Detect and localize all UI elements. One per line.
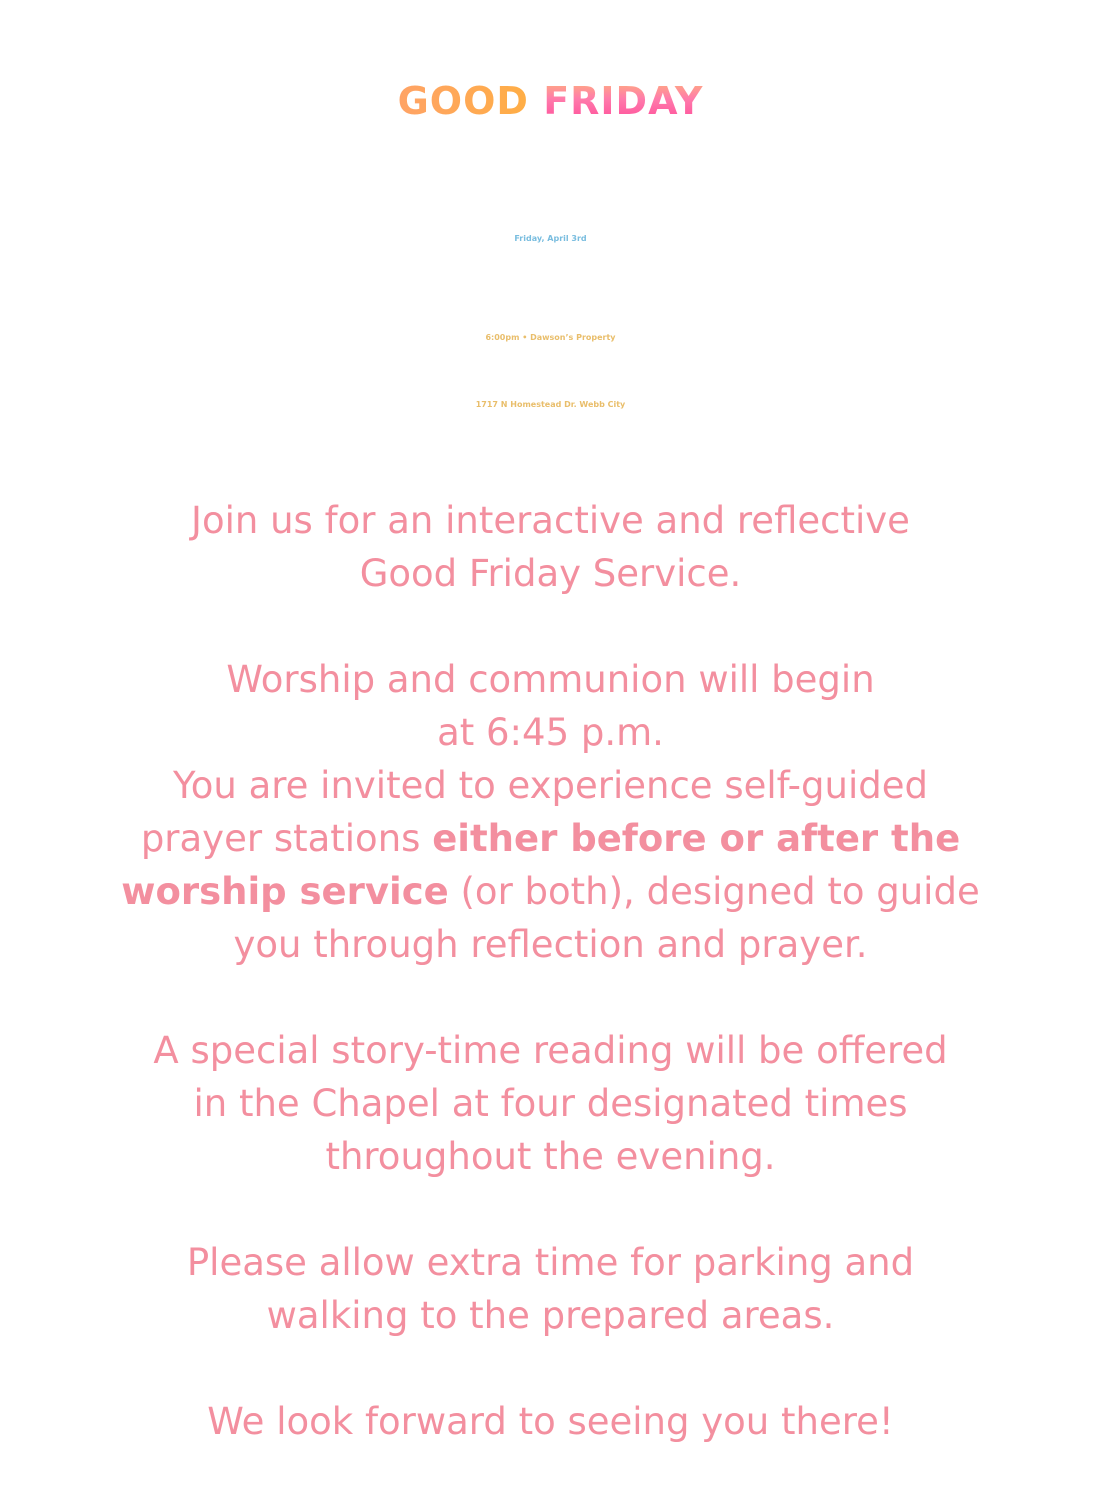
event-description: [40, 494, 1061, 1448]
parking-line-1: Please allow extra time for parking and: [186, 1241, 915, 1284]
prayer-line-3-emphasis: worship service: [121, 870, 449, 913]
title-word-friday: FRIDAY: [543, 79, 704, 123]
prayer-line-4: you through reflection and prayer.: [233, 923, 868, 966]
prayer-line-2-text: prayer stations: [140, 817, 433, 860]
worship-line-1: Worship and communion will begin: [226, 658, 875, 701]
prayer-line-2-emphasis: either before or after the: [432, 817, 961, 860]
paragraph-story-time: [40, 1024, 1061, 1183]
closing-line: We look forward to seeing you there!: [207, 1400, 894, 1443]
prayer-line-1: You are invited to experience self-guided: [173, 764, 928, 807]
paragraph-prayer-stations: [40, 759, 1061, 971]
worship-line-2: at 6:45 p.m.: [437, 711, 664, 754]
prayer-line-2: [40, 812, 1061, 865]
event-time-location: 6:00pm • Dawson’s Property: [485, 333, 616, 342]
event-title: [0, 26, 1101, 176]
invitation-line-2: Good Friday Service.: [359, 552, 742, 595]
story-line-1: A special story-time reading will be offered: [153, 1029, 948, 1072]
paragraph-closing: [40, 1395, 1061, 1448]
paragraph-parking: [40, 1236, 1061, 1342]
prayer-line-3-text: (or both), designed to guide: [448, 870, 980, 913]
story-line-2: in the Chapel at four designated times: [193, 1082, 908, 1125]
paragraph-invitation: [40, 494, 1061, 600]
prayer-line-3: [40, 865, 1061, 918]
title-word-good: GOOD: [397, 79, 529, 123]
story-line-3: throughout the evening.: [325, 1135, 776, 1178]
paragraph-worship: [40, 653, 1061, 759]
event-date: Friday, April 3rd: [514, 234, 587, 243]
invitation-line-1: Join us for an interactive and reflective: [191, 499, 910, 542]
event-address: 1717 N Homestead Dr. Webb City: [475, 400, 626, 409]
parking-line-2: walking to the prepared areas.: [266, 1294, 835, 1337]
